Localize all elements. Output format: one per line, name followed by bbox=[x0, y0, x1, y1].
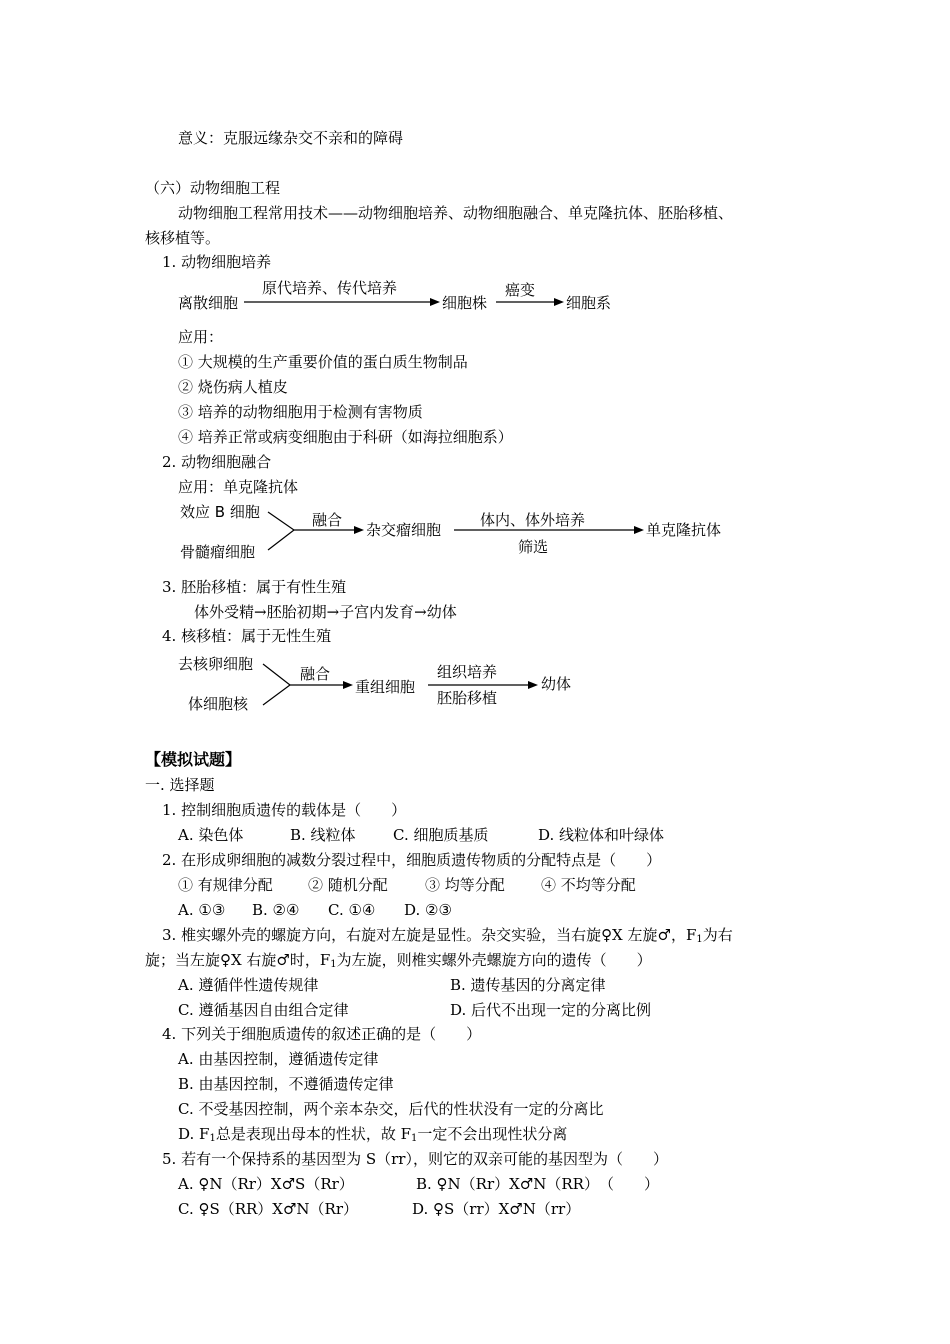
q5-stem: 5. 若有一个保持系的基因型为 S（rr），则它的双亲可能的基因型为（ ） bbox=[162, 1150, 668, 1168]
q5-option-c: C. ♀S（RR）X♂N（Rr） bbox=[178, 1200, 359, 1218]
q2-option-a: A. ①③ bbox=[178, 901, 226, 919]
q2-item-3: ③ 均等分配 bbox=[425, 876, 505, 894]
q3-sub-1: 1 bbox=[696, 934, 703, 945]
embryo-flow: 体外受精→胚胎初期→子宫内发育→幼体 bbox=[194, 603, 457, 621]
q5-option-d: D. ♀S（rr）X♂N（rr） bbox=[412, 1200, 581, 1218]
q2-item-1: ① 有规律分配 bbox=[178, 876, 273, 894]
q4-option-d bbox=[178, 1124, 567, 1149]
nuclear-mid: 重组细胞 bbox=[355, 678, 416, 696]
q4-stem: 4. 下列关于细胞质遗传的叙述正确的是（ ） bbox=[162, 1025, 482, 1043]
q3-option-c: C. 遵循基因自由组合定律 bbox=[178, 1001, 349, 1019]
embryo-heading: 3. 胚胎移植：属于有性生殖 bbox=[162, 578, 347, 596]
q4-option-d-c: 一定不会出现性状分离 bbox=[417, 1125, 568, 1143]
fusion-mid: 杂交瘤细胞 bbox=[366, 521, 442, 539]
q3-stem-c: 旋；当左旋♀X 右旋♂时，F bbox=[145, 951, 331, 969]
nuclear-input1: 去核卵细胞 bbox=[178, 655, 254, 673]
q5-option-b: B. ♀N（Rr）X♂N（RR） （ ） bbox=[416, 1175, 659, 1193]
q2-option-d: D. ②③ bbox=[404, 901, 452, 919]
q3-option-b: B. 遗传基因的分离定律 bbox=[450, 976, 606, 994]
q3-option-d: D. 后代不出现一定的分离比例 bbox=[450, 1001, 652, 1019]
culture-mid: 细胞株 bbox=[442, 294, 488, 312]
section6-heading: （六）动物细胞工程 bbox=[145, 179, 281, 197]
q2-item-4: ④ 不均等分配 bbox=[541, 876, 636, 894]
fusion-heading: 2. 动物细胞融合 bbox=[162, 453, 272, 471]
section6-intro-line1: 动物细胞工程常用技术——动物细胞培养、动物细胞融合、单克隆抗体、胚胎移植、 bbox=[178, 204, 734, 222]
meaning-line: 意义：克服远缘杂交不亲和的障碍 bbox=[178, 129, 404, 147]
nuclear-end: 幼体 bbox=[541, 675, 572, 693]
q1-stem: 1. 控制细胞质遗传的载体是（ ） bbox=[162, 801, 407, 819]
q2-option-c: C. ①④ bbox=[328, 901, 376, 919]
culture-app-1: ① 大规模的生产重要价值的蛋白质生物制品 bbox=[178, 353, 468, 371]
fusion-step2-top: 体内、体外培养 bbox=[480, 511, 586, 529]
q3-option-a: A. 遵循伴性遗传规律 bbox=[178, 976, 319, 994]
culture-apps-label: 应用： bbox=[178, 328, 224, 346]
nuclear-step2-top: 组织培养 bbox=[437, 663, 498, 681]
fusion-end: 单克隆抗体 bbox=[646, 521, 722, 539]
q4-option-c: C. 不受基因控制，两个亲本杂交，后代的性状没有一定的分离比 bbox=[178, 1100, 604, 1118]
nuclear-heading: 4. 核移植：属于无性生殖 bbox=[162, 627, 332, 645]
nuclear-step2-bottom: 胚胎移植 bbox=[437, 689, 498, 707]
q5-option-a: A. ♀N（Rr）X♂S（Rr） bbox=[178, 1175, 354, 1193]
culture-app-3: ③ 培养的动物细胞用于检测有害物质 bbox=[178, 403, 423, 421]
culture-app-2: ② 烧伤病人植皮 bbox=[178, 378, 288, 396]
culture-step1: 原代培养、传代培养 bbox=[262, 279, 398, 297]
q4-option-d-sub1: 1 bbox=[209, 1133, 216, 1144]
q1-option-b: B. 线粒体 bbox=[290, 826, 356, 844]
q3-stem-a: 3. 椎实螺外壳的螺旋方向，右旋对左旋是显性。杂交实验，当右旋♀X 左旋♂，F bbox=[162, 926, 697, 944]
culture-end: 细胞系 bbox=[566, 294, 612, 312]
culture-step2: 癌变 bbox=[505, 281, 536, 299]
section6-intro-line2: 核移植等。 bbox=[145, 229, 221, 247]
q1-option-a: A. 染色体 bbox=[178, 826, 244, 844]
exam-section: 一. 选择题 bbox=[145, 776, 215, 794]
q2-option-b: B. ②④ bbox=[252, 901, 300, 919]
q4-option-b: B. 由基因控制，不遵循遗传定律 bbox=[178, 1075, 394, 1093]
q4-option-d-a: D. F bbox=[178, 1125, 210, 1143]
fusion-input2: 骨髓瘤细胞 bbox=[180, 543, 256, 561]
exam-title: 【模拟试题】 bbox=[145, 750, 242, 769]
fusion-step1: 融合 bbox=[312, 511, 343, 529]
q3-sub-2: 1 bbox=[330, 959, 337, 970]
q3-stem-line1 bbox=[162, 925, 733, 950]
q3-stem-line2 bbox=[145, 950, 652, 975]
fusion-step2-bottom: 筛选 bbox=[518, 538, 549, 556]
fusion-input1: 效应 B 细胞 bbox=[180, 503, 260, 521]
q3-stem-b: 为右 bbox=[702, 926, 733, 944]
q2-stem: 2. 在形成卵细胞的减数分裂过程中，细胞质遗传物质的分配特点是（ ） bbox=[162, 851, 662, 869]
q1-option-c: C. 细胞质基质 bbox=[393, 826, 489, 844]
nuclear-input2: 体细胞核 bbox=[188, 695, 249, 713]
culture-start: 离散细胞 bbox=[178, 294, 239, 312]
q1-option-d: D. 线粒体和叶绿体 bbox=[538, 826, 665, 844]
q4-option-a: A. 由基因控制，遵循遗传定律 bbox=[178, 1050, 379, 1068]
q4-option-d-sub2: 1 bbox=[411, 1133, 418, 1144]
fusion-app: 应用：单克隆抗体 bbox=[178, 478, 299, 496]
culture-app-4: ④ 培养正常或病变细胞由于科研（如海拉细胞系） bbox=[178, 428, 513, 446]
q4-option-d-b: 总是表现出母本的性状，故 F bbox=[215, 1125, 411, 1143]
nuclear-step1: 融合 bbox=[300, 665, 331, 683]
q3-stem-d: 为左旋，则椎实螺外壳螺旋方向的遗传（ ） bbox=[336, 951, 652, 969]
culture-heading: 1. 动物细胞培养 bbox=[162, 253, 272, 271]
q2-item-2: ② 随机分配 bbox=[308, 876, 388, 894]
